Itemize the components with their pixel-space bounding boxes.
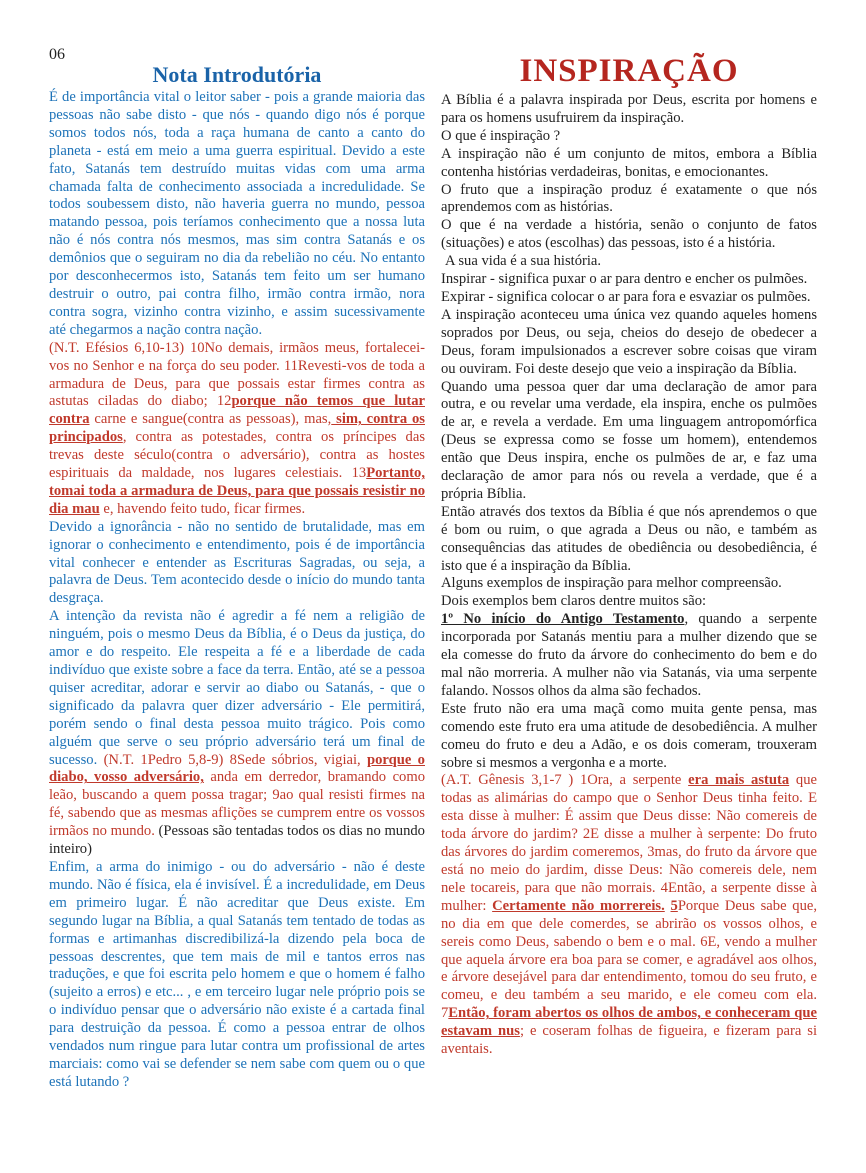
right-column [441, 52, 817, 1059]
paragraph: A inspiração não é um conjunto de mitos, embora a Bíblia contenha histórias verdadeiras, bonitas, e emocionantes. [441, 145, 817, 180]
paragraph: Inspirar - significa puxar o ar para dentro e encher os pulmões. [441, 271, 808, 288]
paragraph: A inspiração aconteceu uma única vez quando aqueles homens soprados por Deus, ou seja, cheios do desejo de obedecer a Deus, foram impulsionados a escrever sobre coisas que viram ou ouviram. Foi deste desejo que veio a inspiração da Bíblia. [441, 306, 817, 377]
section-title-left: Nota Introdutória [152, 62, 322, 87]
text: que todas as alimárias do campo que o Senhor Deus tinha feito. E esta disse à mulher: É assim que Deus disse: Não comereis de toda árvore do jardim? 2E disse a mulher à serpente: Do fruto das árvores do jardim comeremos, 3mas, do fruto da árvore que está no meio do jardim, disse Deus: Não comereis dele, nem nele tocareis, para que não morrais. 4Então, a serpente disse à mulher: [441, 772, 817, 914]
text: , contra as potestades, contra os príncipes das trevas deste século(contra o adversário), contra as hostes espirituais da maldade, nos lugares celestiais. 13 [49, 429, 425, 482]
text: A intenção da revista não é agredir a fé nem a religião de ninguém, pois o mesmo Deus da Bíblia, é o Deus da justiça, do amor e do respeito. Ele respeita a fé e a liberdade de cada indivíduo que existe sobre a face da terra. Então, até se a pessoa quiser acreditar, adorar e servir ao diabo ou Satanás, - que o significado da palavra quer dizer adversário - Ele permitirá, porém sendo o final desta pessoa muito trágico. Pois como alguém que serve o seu próprio adversário terá um final de sucesso. [49, 608, 425, 768]
page-number: 06 [49, 46, 65, 63]
text: (A.T. Gênesis 3,1-7 ) 1Ora, a serpente [441, 772, 689, 789]
paragraph: O que é inspiração ? [441, 127, 561, 144]
underlined-text: Certamente não morrereis. [492, 897, 665, 914]
scripture-genesis [441, 772, 817, 1059]
paragraph: O fruto que a inspiração produz é exatamente o que nós aprendemos com as histórias. [441, 181, 817, 216]
paragraph: Dois exemplos bem claros dentre muitos são: [441, 593, 707, 610]
scripture-ephesians [49, 340, 425, 519]
paragraph: A sua vida é a sua história. [445, 253, 602, 270]
text: Porque Deus sabe que, no dia em que dele comerdes, se abrirão os vossos olhos, e sereis como Deus, sabendo o bem e o mal. 6E, vendo a mulher que aquela árvore era boa para se comer, e agradável aos olhos, e árvore desejável para dar entendimento, tomou do seu fruto, e comeu, e deu também a seu marido, e ele comeu com ela. 7 [441, 897, 818, 1022]
text: (N.T. Efésios 6,10-13) 10No demais, irmãos meus, fortalecei-vos no Senhor e na força do seu poder. 11Revesti-vos de toda a armadura de Deus, para que possais estar firmes contra as astutas ciladas do diabo; 12 [49, 339, 425, 410]
text: e, havendo feito tudo, ficar firmes. [99, 500, 306, 517]
text: (N.T. 1Pedro 5,8-9) 8Sede sóbrios, vigiai, [103, 751, 368, 768]
text: ; e coseram folhas de figueira, e fizeram para si aventais. [441, 1023, 817, 1058]
underlined-text: porque não temos que lutar contra [49, 393, 425, 428]
underlined-text: Então, foram abertos os olhos de ambos, e conheceram que estavam nus [441, 1005, 817, 1040]
underlined-text: era mais astuta [688, 772, 790, 789]
paragraph: É de importância vital o leitor saber - pois a grande maioria das pessoas não sabe disto - que nós - quando digo nós é porque somos todos nós, toda a raça humana de canto a canto do planeta - está em meio a uma guerra espiritual. Devido a este fato, Satanás tem destruído muitas vidas com uma arma chamada falta de conhecimento associada a incredulidade. Se todos soubessem disto, não haveria guerra no mundo, pessoa matando pessoa, pois teríamos conhecimento que a nossa luta não é nós contra nós mesmos, mas sim contra Satanás e os demônios que o seguiram no dia da rebelião no céu. No entanto por desconhecermos isto, Satanás tem feito um ser humano destruir o outro, pai contra filho, irmão contra irmão, nora contra sogra, vizinho contra vizinho, e assim sucessivamente até chegarmos a nação contra nação. [49, 89, 425, 338]
paragraph [49, 608, 425, 859]
paragraph: Este fruto não era uma maçã como muita gente pensa, mas comendo este fruto era uma atitude de desobediência. A mulher comeu do fruto e deu a Adão, e os dois comeram, trouxeram sobre si mesmos a vergonha e a morte. [441, 700, 817, 771]
note: (Pessoas são tentadas todos os dias no mundo inteiro) [49, 823, 425, 858]
paragraph: O que é na verdade a história, senão o conjunto de fatos (situações) e atos (escolhas) das pessoas, isto é a história. [441, 217, 817, 252]
paragraph: Expirar - significa colocar o ar para fora e esvaziar os pulmões. [441, 288, 811, 305]
underlined-text: 1º No início do Antigo Testamento [441, 611, 685, 628]
section-title-right: INSPIRAÇÃO [519, 53, 739, 89]
paragraph: Então através dos textos da Bíblia é que nós aprendemos o que é bom ou ruim, o que agrada a Deus ou não, e também as consequências das atitudes de obediência ou desobediência, é isto que é a inspiração da Bíblia. [441, 503, 817, 574]
underlined-text: porque o diabo, vosso adversário, [49, 751, 425, 786]
underlined-text: Portanto, tomai toda a armadura de Deus, para que possais resistir no dia mau [49, 465, 425, 517]
text: anda em derredor, bramando como leão, buscando a quem possa tragar; 9ao qual resisti firmes na fé, sabendo que as mesmas aflições se cumprem entre os vossos irmãos no mundo. [49, 769, 425, 840]
text: , quando a serpente incorporada por Satanás mentiu para a mulher dizendo que se ela comesse do fruto da árvore do conhecimento do bem e do mal não morreria. A mulher não via Satanás, via uma serpente falando. Nossos olhos da alma são fechados. [441, 611, 818, 699]
text: carne e sangue(contra as pessoas), mas, [89, 411, 332, 428]
paragraph: Enfim, a arma do inimigo - ou do adversário - não é deste mundo. Não é física, ela é invisível. É a incredulidade, em Deus em primeiro lugar. É não acreditar que Deus existe. Em segundo lugar na Bíblia, a qual Satanás tem tentado de todas as formas e artimanhas discredibilizá-la dizendo pela boca de pessoas descrentes, que tem mais de mil e tantos erros nas traduções, e que foi escrita pelo homem e que o homem é falho (sujeito a erros) e etc... , e em terceiro lugar nele próprio pois se o indivíduo pensar que o adversário não existe é a cartada final para destruição da pessoa. É como a pessoa entrar de olhos vendados num ringue para lutar contra um profissional de artes marciais: como vai se defender se nem sabe com quem ou o que está lutando ? [49, 858, 425, 1090]
paragraph: A Bíblia é a palavra inspirada por Deus, escrita por homens e para os homens usufruirem da inspiração. [441, 92, 817, 126]
paragraph: Quando uma pessoa quer dar uma declaração de amor para outra, e ou revelar uma verdade, ela inspira, enche os pulmões de ar, e revela a verdade. Em uma linguagem antropomórfica (Deus se expressa como se fosse um homem), entendemos então que Deus inspira, enche os pulmões de ar, e faz uma declaração de amor para nós ou revela a verdade, que é a própria Bíblia. [441, 378, 817, 502]
underlined-text: sim, contra os principados [49, 411, 425, 446]
left-column [49, 62, 425, 1092]
paragraph: Devido a ignorância - não no sentido de brutalidade, mas em ignorar o conhecimento e entendimento, pois é de importância vital conhecer e entender as Escrituras Sagradas, ou seja, a palavra de Deus. Tem acontecido desde o início do mundo tanta desgraça. [49, 518, 425, 607]
paragraph [441, 611, 817, 701]
underlined-text: 5 [670, 897, 678, 914]
paragraph: Alguns exemplos de inspiração para melhor compreensão. [441, 575, 782, 592]
